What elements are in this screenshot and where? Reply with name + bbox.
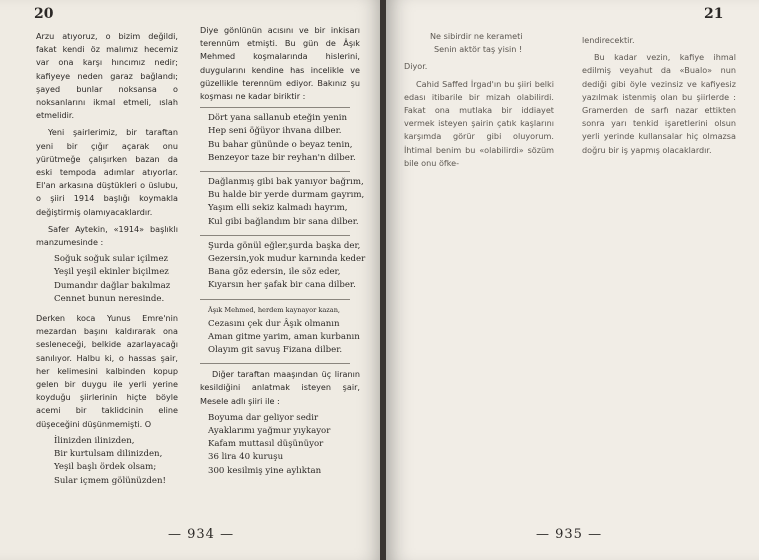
- divider: [200, 299, 350, 300]
- poem-line: Yaşım elli sekiz kalmadı hayrım,: [208, 203, 348, 214]
- paragraph: Diye gönlünün acısını ve bir inkisarı terennüm etmişti. Bu gün de Âşık Mehmed koşmalarında hislerini, duygularını kendine has incelikle ve güzellikle terennüm ediyor. Bakınız şu koşması ne kadar biriktir :: [200, 25, 360, 102]
- poem-line: Hep seni öğüyor ihvana dilber.: [208, 126, 342, 137]
- poem-line: Kafam muttasıl düşünüyor: [208, 439, 324, 450]
- poem-line: Gezersin,yok mudur karnında keder: [208, 254, 366, 265]
- poem-line: Yeşil başlı ördek olsam;: [54, 462, 157, 473]
- poem-line: Kıyarsın her şafak bir cana dilber.: [208, 280, 356, 291]
- poem-stanza: [200, 112, 360, 165]
- right-page: [386, 0, 759, 560]
- page-number-top: 20: [34, 6, 54, 22]
- poem-line: Bu bahar gününde o beyaz tenin,: [208, 139, 353, 150]
- divider: [200, 107, 350, 108]
- poem-line: Bu halde bir yerde durmam gayrım,: [208, 190, 365, 201]
- poem-line: Dumandır dağlar bakılmaz: [54, 280, 171, 291]
- poem-line: Boyuma dar geliyor sedir: [208, 412, 319, 423]
- poem-line: Bir kurtulsam dilinizden,: [54, 449, 163, 460]
- paragraph: Diyor.: [404, 61, 428, 72]
- poem-line: Sular içmem gölünüzden!: [54, 475, 166, 486]
- poem-stanza: [36, 253, 178, 306]
- right-column-a: [404, 30, 554, 174]
- poem-line: Aman gitme yarim, aman kurbanın: [208, 331, 360, 342]
- divider: [200, 171, 350, 172]
- divider: [200, 363, 350, 364]
- poem-stanza: [200, 176, 365, 229]
- poem-stanza: [200, 318, 360, 358]
- poem-line: Benzeyor taze bir reyhan'n dilber.: [208, 152, 356, 163]
- poem-stanza: [200, 240, 366, 293]
- poem-line: Dört yana sallanub eteğin yenin: [208, 113, 348, 124]
- poem-line: 36 lira 40 kuruşu: [208, 452, 284, 463]
- right-column-b: [582, 34, 736, 161]
- poem-stanza: [200, 412, 360, 478]
- poem-line: Cezasını çek dur Âşık olmanın: [208, 318, 340, 329]
- left-column-b: [200, 24, 366, 484]
- paragraph: Diğer taraftan maaşından üç liranın kesildiğini anlatmak isteyen şair, Mesele adlı şiiri ile :: [200, 369, 360, 406]
- poem-line: Bana göz edersin, ile söz eder,: [208, 267, 341, 278]
- paragraph: Arzu atıyoruz, o bizim değildi, fakat kendi öz malımız hecemiz var ona karşı hıncımız nedir; kafiyeye neden garaz bağlandı; şayed bunlar noksansa o noksanlarını ikmal etmeli, ıslah etmelidir.: [36, 31, 178, 121]
- poem-line: Şurda gönül eğler,şurda başka der,: [208, 240, 361, 251]
- paragraph: Cahid Saffed İrgad'ın bu şiiri belki edası itibarile bir mizah olabilirdi. Fakat ona mutlaka bir iddiayet vermek isteyen şairin çatık kaşlarını karşımda görür gibi oluyorum. İhtimal benim bu «olabilirdi» sözüm bile onu öfke-: [404, 78, 554, 168]
- paragraph: lendirecektir.: [582, 35, 635, 45]
- left-column-a: [36, 30, 178, 494]
- poem-subtitle: Âşık Mehmed, herdem kaynayor kazan,: [208, 305, 341, 314]
- poem-line: Olayım git savuş Fizana dilber.: [208, 345, 343, 356]
- poem-line: 300 kesilmiş yine aylıktan: [208, 465, 322, 476]
- poem-line: Kul gibi bağlandım bir sana dilber.: [208, 216, 359, 227]
- poem-line: İlinizden ilinizden,: [54, 435, 135, 446]
- poem-line: Soğuk soğuk sular içilmez: [54, 254, 169, 265]
- paragraph: Derken koca Yunus Emre'nin mezardan başını kaldırarak ona sesleneceği, belkide azarlayacağı sanılıyor. Halbu ki, o hassas şair, her kelimesini kalbinden kopup gelen bir duygu ile yerli yerine koyduğu şiirlerinin hiçte böyle acemi bir taklidcinin eline düşeceğini düşünmemişti. O: [36, 313, 178, 429]
- page-number-bottom: — 935 —: [536, 527, 603, 542]
- verse-line: Senin aktör taş yisin !: [434, 44, 523, 55]
- divider: [200, 235, 350, 236]
- paragraph: Safer Aytekin, «1914» başlıklı manzumesinde :: [36, 223, 178, 248]
- page-number-bottom: — 934 —: [168, 527, 235, 542]
- page-number-top: 21: [704, 6, 724, 22]
- poem-line: Dağlanmış gibi bak yanıyor bağrım,: [208, 177, 364, 188]
- paragraph: Bu kadar vezin, kafiye ihmal edilmiş veyahut da «Bualo» nun dediği gibi öyle vezinsiz ve kafiyesiz yazılmak istenmiş olan bu şiirlerde : Gramerden de sarfı nazar ettikten sonra yarı tenkid işaretlerini olsun yerli yerinde kullansalar hiç olmazsa doğru bir iş yapmış olacaklardır.: [582, 52, 736, 155]
- poem-line: Cennet bunun neresinde.: [54, 293, 165, 304]
- poem-line: Yeşil yeşil ekinler biçilmez: [54, 267, 169, 278]
- paragraph: Yeni şairlerimiz, bir taraftan yeni bir çığır açarak onu yürütmeğe çalışırken bazan da eski tempoda adımlar atıyorlar. El'an arkasına düştükleri o üslubu, o şiiri 1914 başlığı koymakla değiştirmiş olamıyacaklardır.: [36, 127, 178, 217]
- poem-line: Ayaklarımı yağmur yıykayor: [208, 426, 331, 437]
- poem-stanza: [36, 435, 178, 488]
- verse-line: Ne sibirdir ne kerameti: [430, 31, 523, 41]
